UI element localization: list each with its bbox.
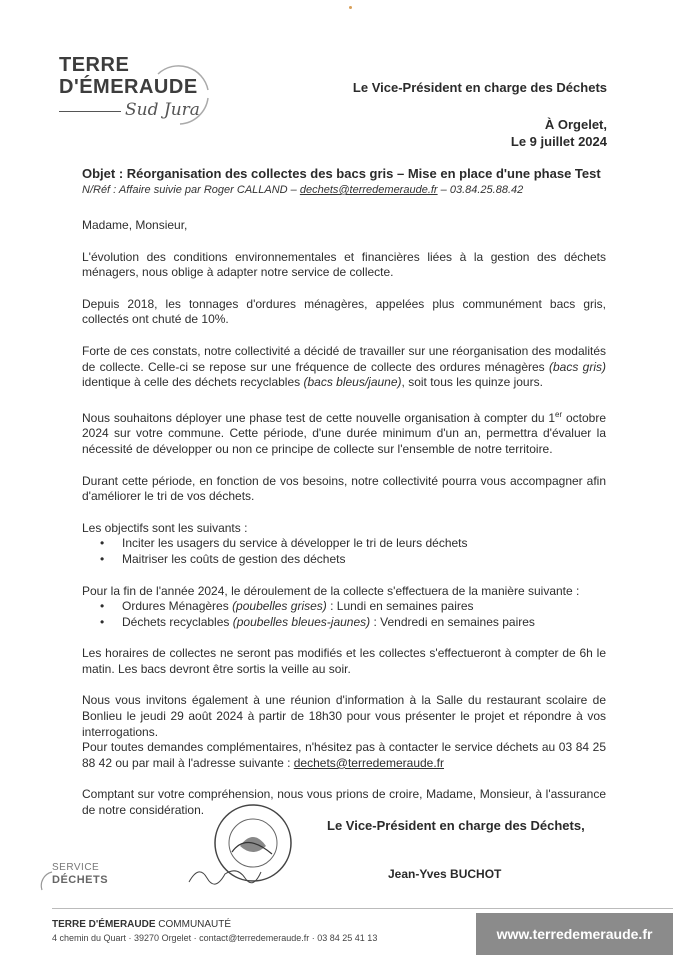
contact-email-link[interactable]: dechets@terredemeraude.fr (293, 755, 445, 770)
p3-italic-b: (bacs bleus/jaune) (303, 375, 402, 390)
list-item: • Inciter les usagers du service à développer le tri de leurs déchets (122, 536, 606, 552)
logo-line2: D'ÉMERAUDE (59, 76, 198, 98)
list-item (122, 615, 606, 631)
handwritten-signature-icon (185, 858, 265, 888)
p3-italic-a: (bacs gris) (549, 359, 606, 374)
logo-subtitle: Sud Jura (125, 100, 200, 120)
list-item: • Maitriser les coûts de gestion des déchets (122, 552, 606, 568)
paragraph-5: Durant cette période, en fonction de vos besoins, notre collectivité pourra vous accompagner afin d'améliorer le tri de vos déchets. (82, 473, 606, 504)
paragraph-3 (82, 344, 606, 391)
reference (82, 184, 523, 196)
p4-superscript: er (555, 409, 563, 419)
p8-text: Pour toutes demandes complémentaires, n'hésitez pas à contacter le service déchets au 03 84 25 88 42 ou par mail à l'adresse suivante : (82, 740, 606, 770)
salutation: Madame, Monsieur, (82, 218, 188, 232)
schedule-intro: Pour la fin de l'année 2024, le déroulement de la collecte s'effectuera de la manière suivante : (82, 583, 580, 598)
paragraph-8 (82, 740, 606, 771)
paragraph-2: Depuis 2018, les tonnages d'ordures ménagères, appelées plus communément bacs gris, collectés ont chuté de 10%. (82, 296, 606, 327)
service-label: SERVICE (52, 862, 100, 873)
reference-email-link[interactable]: dechets@terredemeraude.fr (299, 184, 438, 196)
paragraph-7: Nous vous invitons également à une réunion d'information à la Salle du restaurant scolaire de Bonlieu le jeudi 29 août 2024 à partir de 18h30 pour vous présenter le projet et répondre à vos interrogations. (82, 693, 606, 739)
reference-prefix: N/Réf : Affaire suivie par Roger CALLAND – (82, 184, 300, 196)
signature-title: Le Vice-Président en charge des Déchets, (327, 818, 585, 833)
objectives-intro: Les objectifs sont les suivants : (82, 520, 248, 535)
reference-phone: – 03.84.25.88.42 (437, 184, 524, 196)
logo-line1: TERRE (59, 54, 130, 76)
service-label-dechets: DÉCHETS (52, 874, 109, 886)
schedule-day: : Vendredi en semaines paires (370, 614, 535, 629)
sender-title: Le Vice-Président en charge des Déchets (352, 80, 607, 95)
list-item (122, 599, 606, 615)
paragraph-6: Les horaires de collectes ne seront pas modifiés et les collectes s'effectueront à compter de 6h le matin. Les bacs devront être sortis la veille au soir. (82, 646, 606, 676)
schedule-name: Déchets recyclables (122, 614, 233, 629)
date: Le 9 juillet 2024 (510, 134, 607, 149)
footer-organization (52, 919, 231, 930)
subject: Objet : Réorganisation des collectes des bacs gris – Mise en place d'une phase Test (82, 166, 601, 181)
logo-underline (59, 111, 121, 112)
schedule-day: : Lundi en semaines paires (326, 599, 474, 614)
logo-swoosh-icon (150, 60, 220, 130)
footer-org-rest: COMMUNAUTÉ (155, 919, 232, 930)
schedule-detail: (poubelles grises) (232, 599, 327, 614)
footer-divider (52, 908, 673, 909)
letter-body (82, 218, 606, 835)
paragraph-9: Comptant sur votre compréhension, nous vous prions de croire, Madame, Monsieur, à l'assurance de notre considération. (82, 787, 606, 818)
footer-org-bold: TERRE D'ÉMERAUDE (52, 919, 156, 930)
signature-name: Jean-Yves BUCHOT (388, 867, 502, 881)
p4-text-a: Nous souhaitons déployer une phase test de cette nouvelle organisation à compter du 1 (82, 410, 556, 425)
schedule-detail: (poubelles bleues-jaunes) (232, 614, 371, 629)
footer-address: 4 chemin du Quart · 39270 Orgelet · contact@terredemeraude.fr · 03 84 25 41 13 (52, 933, 378, 943)
place-date (511, 116, 607, 150)
p3-text-a: Forte de ces constats, notre collectivité a décidé de travailler sur une réorganisation des modalités de collecte. Celle-ci se repose sur une fréquence de collecte des ordures ménagères (82, 343, 606, 374)
scan-mark (349, 6, 352, 9)
objectives-list (82, 536, 606, 567)
p3-text-b: identique à celle des déchets recyclables (82, 375, 304, 390)
footer-website-link[interactable]: www.terredemeraude.fr (496, 926, 653, 942)
paragraph-1: L'évolution des conditions environnementales et financières liées à la gestion des déchets ménagers, nous oblige à adapter notre service de collecte. (82, 249, 606, 280)
p4-text-b: octobre 2024 sur votre commune. Cette période, d'une durée minimum d'un an, permettra d'évaluer la nécessité de développer ou non ce principe de collecte sur l'ensemble de notre territoire. (82, 410, 606, 456)
paragraph-4 (82, 407, 606, 458)
place: À Orgelet, (544, 117, 607, 132)
p3-text-c: , soit tous les quinze jours. (401, 375, 543, 390)
schedule-name: Ordures Ménagères (122, 599, 233, 614)
schedule-list (82, 599, 606, 630)
